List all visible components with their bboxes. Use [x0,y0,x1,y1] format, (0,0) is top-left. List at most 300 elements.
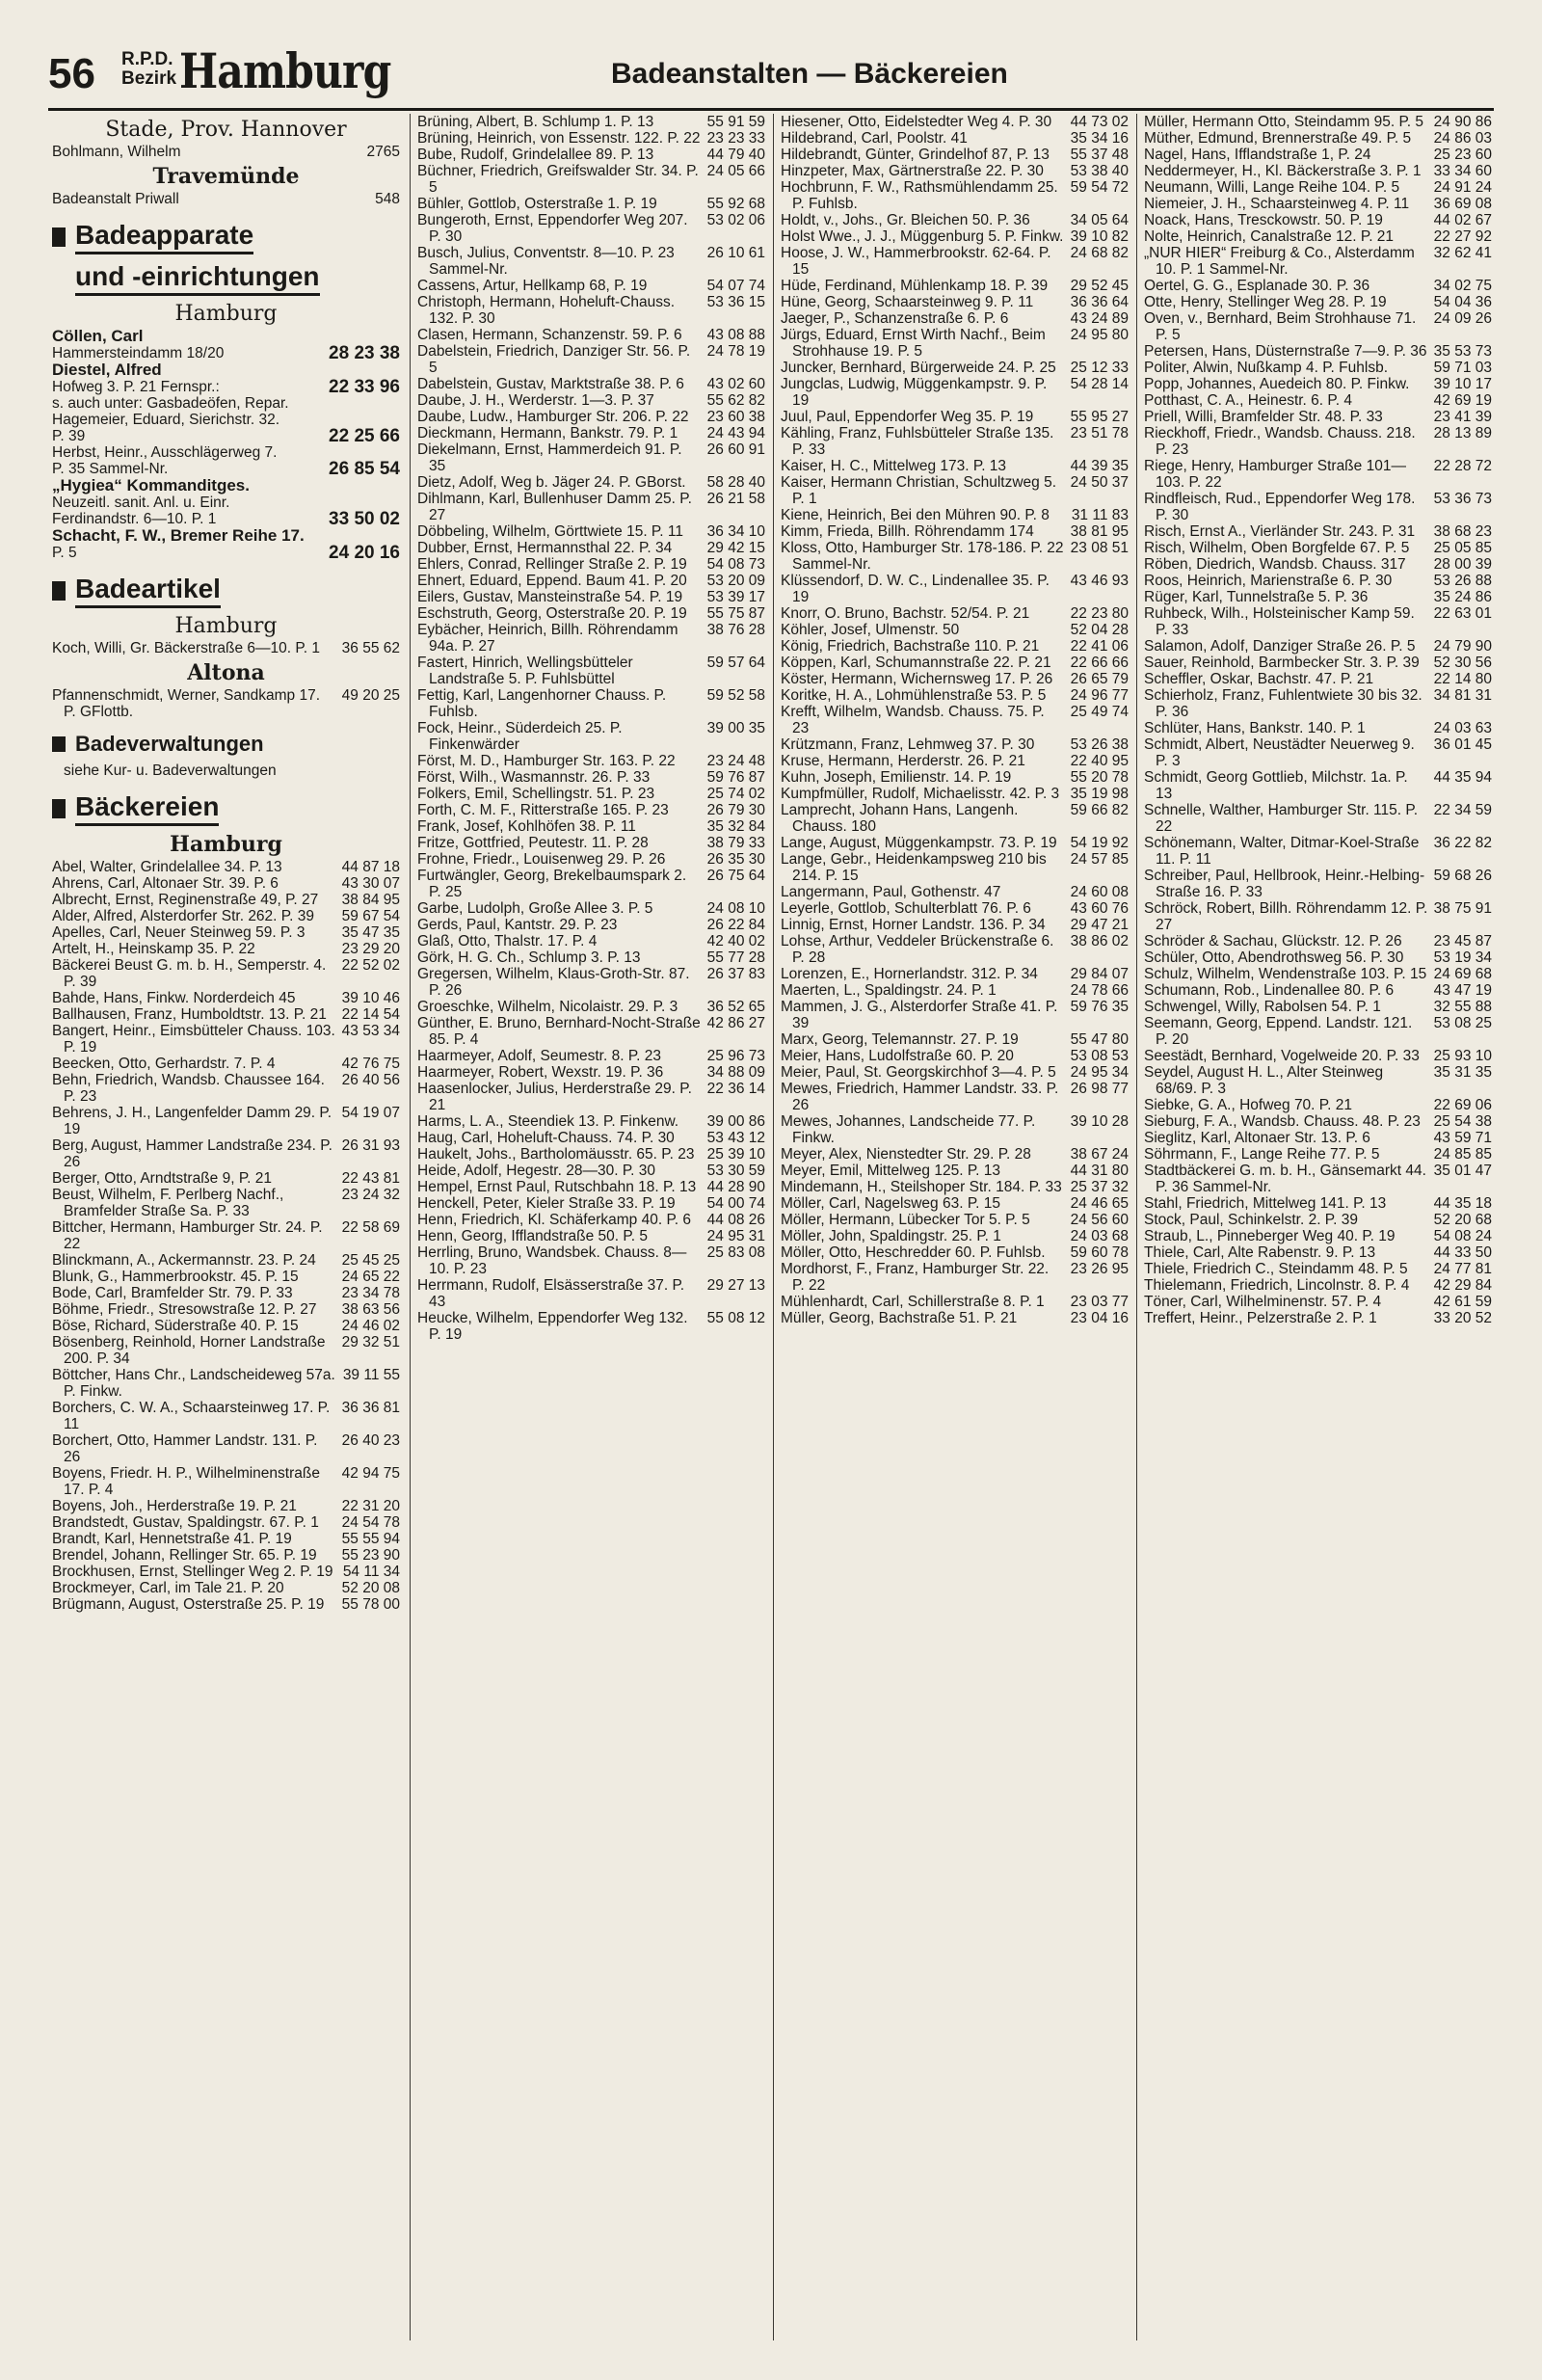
entry-phone: 33 34 60 [1433,163,1492,179]
entry-name: Treffert, Heinr., Pelzerstraße 2. P. 1 [1144,1310,1377,1326]
directory-entry [52,875,400,892]
directory-entry [781,1081,1129,1113]
entry-phone: 24 90 86 [1433,114,1492,130]
entry-name: Töner, Carl, Wilhelminenstr. 57. P. 4 [1144,1294,1382,1310]
entry-name: Krefft, Wilhelm, Wandsb. Chauss. 75. P. 23 [781,704,1045,736]
entry-name: Stahl, Friedrich, Mittelweg 141. P. 13 [1144,1195,1387,1212]
directory-entry [52,345,400,361]
entry-name: Dabelstein, Gustav, Marktstraße 38. P. 6 [417,376,684,392]
directory-entry [1144,147,1492,163]
subhead-hamburg: Hamburg [174,614,278,638]
entry-phone: 24 65 22 [341,1269,400,1285]
entry-phone: 26 98 77 [1070,1081,1129,1097]
subhead-travemuende: Travemünde [152,164,300,189]
directory-entry [1144,655,1492,671]
entry-name: P. 5 [52,545,77,561]
entry-phone: 34 81 31 [1433,687,1492,704]
entry-name: Stadtbäckerei G. m. b. H., Gänsemarkt 44. P. 36 Sammel-Nr. [1144,1163,1426,1195]
entry-phone: 24 46 02 [341,1318,400,1334]
entry-name: Henckell, Peter, Kieler Straße 33. P. 19 [417,1195,676,1212]
entry-name: Görk, H. G. Ch., Schlump 3. P. 13 [417,949,641,966]
entry-phone: 44 87 18 [341,859,400,875]
entry-phone: 29 42 15 [706,540,765,556]
entry-name: Brockhusen, Ernst, Stellinger Weg 2. P. 19 [52,1564,333,1580]
entry-name: Bühler, Gottlob, Osterstraße 1. P. 19 [417,196,657,212]
entry-name: Risch, Ernst A., Vierländer Str. 243. P. 31 [1144,523,1416,540]
directory-entry [781,1212,1129,1228]
directory-entry [1144,1130,1492,1146]
directory-entry [1144,949,1492,966]
directory-entry [52,461,400,477]
list-baeckereien-4 [1144,114,1492,1326]
entry-phone: 23 08 51 [1070,540,1129,556]
entry-phone: 54 08 73 [706,556,765,573]
entry-name: P. 39 [52,428,86,444]
entry-phone: 54 28 14 [1070,376,1129,392]
directory-entry [1144,294,1492,310]
entry-name: Rindfleisch, Rud., Eppendorfer Weg 178. P. 30 [1144,491,1416,523]
section-title: Badeverwaltungen [75,732,264,756]
entry-phone: 53 08 53 [1070,1048,1129,1064]
directory-entry [781,130,1129,147]
entry-phone: 25 54 38 [1433,1113,1492,1130]
entry-phone: 54 04 36 [1433,294,1492,310]
directory-entry [1144,589,1492,605]
entry-name: Diekelmann, Ernst, Hammerdeich 91. P. 35 [417,441,682,474]
entry-name: Heucke, Wilhelm, Eppendorfer Weg 132. P. 19 [417,1310,688,1343]
entry-phone: 24 46 65 [1070,1195,1129,1212]
entry-phone: 35 31 35 [1433,1064,1492,1081]
entry-phone: 44 28 90 [706,1179,765,1195]
directory-entry [781,671,1129,687]
entry-phone: 55 55 94 [341,1531,400,1547]
directory-entry [781,1163,1129,1179]
entry-name: Beust, Wilhelm, F. Perlberg Nachf., Bramfelder Straße Sa. P. 33 [52,1187,284,1219]
column-divider [410,114,411,2340]
entry-name: Günther, E. Bruno, Bernhard-Nocht-Straße 85. P. 4 [417,1015,701,1048]
directory-entry [417,605,765,622]
entry-name: Böttcher, Hans Chr., Landscheideweg 57a. P. Finkw. [52,1367,335,1400]
directory-entry [417,1228,765,1244]
entry-phone: 36 22 82 [1433,835,1492,851]
entry-phone: 44 79 40 [706,147,765,163]
entry-phone: 53 26 88 [1433,573,1492,589]
directory-entry [1144,228,1492,245]
entry-name: Mühlenhardt, Carl, Schillerstraße 8. P. 1 [781,1294,1045,1310]
entry-phone: 24 09 26 [1433,310,1492,327]
entry-name: Haarmeyer, Adolf, Seumestr. 8. P. 23 [417,1048,662,1064]
directory-entry [417,1277,765,1310]
directory-entry [1144,1113,1492,1130]
directory-entry [1144,1064,1492,1097]
entry-name: P. 35 Sammel-Nr. [52,461,169,477]
entry-phone: 55 23 90 [341,1547,400,1564]
entry-name: Hagemeier, Eduard, Sierichstr. 32. [52,412,280,428]
directory-entry [417,802,765,818]
entry-name: Artelt, H., Heinskamp 35. P. 22 [52,941,255,957]
entry-phone: 53 39 17 [706,589,765,605]
entry-phone: 54 19 92 [1070,835,1129,851]
directory-entry [1144,212,1492,228]
directory-entry [781,327,1129,360]
entry-phone: 29 47 21 [1070,917,1129,933]
directory-entry [417,720,765,753]
entry-name: Clasen, Hermann, Schanzenstr. 59. P. 6 [417,327,682,343]
entry-name: Fock, Heinr., Süderdeich 25. P. Finkenwärder [417,720,623,753]
directory-entry [417,917,765,933]
entry-phone: 43 53 34 [341,1023,400,1039]
entry-name: Hoose, J. W., Hammerbrookstr. 62-64. P. 15 [781,245,1051,278]
directory-entry [781,425,1129,458]
entry-phone: 36 69 08 [1433,196,1492,212]
entry-phone: 23 04 16 [1070,1310,1129,1326]
entry-name: Holst Wwe., J. J., Müggenburg 5. P. Finkw. [781,228,1064,245]
entry-name: Bäckerei Beust G. m. b. H., Semperstr. 4. P. 39 [52,957,327,990]
subhead-stade: Stade, Prov. Hannover [105,118,347,142]
entry-phone: 55 75 87 [706,605,765,622]
entry-name: Berger, Otto, Arndtstraße 9, P. 21 [52,1170,273,1187]
entry-name: Nagel, Hans, Ifflandstraße 1, P. 24 [1144,147,1371,163]
entry-phone: 22 27 92 [1433,228,1492,245]
entry-phone: 35 24 86 [1433,589,1492,605]
entry-phone: 58 28 40 [706,474,765,491]
directory-entry [52,1318,400,1334]
entry-name: Schröck, Robert, Billh. Röhrendamm 12. P. 27 [1144,900,1428,933]
entry-phone: 55 77 28 [706,949,765,966]
entry-phone: 26 37 83 [706,966,765,982]
entry-name: Frank, Josef, Kohlhöfen 38. P. 11 [417,818,636,835]
entry-phone: 43 24 89 [1070,310,1129,327]
directory-entry [52,545,400,561]
bullet-square-icon [52,799,66,818]
entry-phone: 22 52 02 [341,957,400,974]
bullet-square-icon [52,736,66,752]
directory-entry [1144,491,1492,523]
entry-name: Heide, Adolf, Hegestr. 28—30. P. 30 [417,1163,656,1179]
list-badeartikel-altona [52,687,400,720]
entry-name: Bode, Carl, Bramfelder Str. 79. P. 33 [52,1285,293,1301]
entry-name: Folkers, Emil, Schellingstr. 51. P. 23 [417,786,655,802]
entry-phone: 52 04 28 [1070,622,1129,638]
entry-phone: 24 20 16 [329,543,400,563]
entry-phone: 38 76 28 [706,622,765,638]
entry-phone: 42 29 84 [1433,1277,1492,1294]
entry-name: Kloss, Otto, Hamburger Str. 178-186. P. 22 Sammel-Nr. [781,540,1064,573]
directory-entry [1144,573,1492,589]
entry-phone: 59 54 72 [1070,179,1129,196]
entry-phone: 53 02 06 [706,212,765,228]
entry-phone: 26 31 93 [341,1137,400,1154]
entry-phone: 22 43 81 [341,1170,400,1187]
list-travemuende [52,191,400,207]
entry-name: Borchert, Otto, Hammer Landstr. 131. P. 26 [52,1432,318,1465]
entry-name: Hildebrand, Carl, Poolstr. 41 [781,130,968,147]
directory-entry [781,736,1129,753]
directory-entry [52,1432,400,1465]
entry-phone: 32 62 41 [1433,245,1492,261]
entry-name: Henn, Friedrich, Kl. Schäferkamp 40. P. 6 [417,1212,692,1228]
directory-entry [52,1187,400,1219]
directory-entry [781,147,1129,163]
entry-phone: 29 84 07 [1070,966,1129,982]
entry-name: Gregersen, Wilhelm, Klaus-Groth-Str. 87. P. 26 [417,966,690,999]
entry-name: Möller, John, Spaldingstr. 25. P. 1 [781,1228,1001,1244]
entry-name: Ehlers, Conrad, Rellinger Straße 2. P. 19 [417,556,687,573]
directory-columns [48,114,1494,2350]
entry-name: Dihlmann, Karl, Bullenhuser Damm 25. P. 27 [417,491,692,523]
entry-name: Rieckhoff, Friedr., Wandsb. Chauss. 218. P. 23 [1144,425,1416,458]
entry-name: Petersen, Hans, Düsternstraße 7—9. P. 36 [1144,343,1427,360]
entry-name: Haukelt, Johs., Bartholomäusstr. 65. P. 23 [417,1146,695,1163]
directory-entry [417,441,765,474]
entry-phone: 44 33 50 [1433,1244,1492,1261]
entry-phone: 24 54 78 [341,1514,400,1531]
directory-entry [781,1228,1129,1244]
directory-entry [1144,245,1492,278]
entry-phone: 43 46 93 [1070,573,1129,589]
directory-entry [781,114,1129,130]
directory-entry [1144,409,1492,425]
entry-phone: 38 68 23 [1433,523,1492,540]
entry-name: Schumann, Rob., Lindenallee 80. P. 6 [1144,982,1395,999]
entry-name: Risch, Wilhelm, Oben Borgfelde 67. P. 5 [1144,540,1410,556]
directory-entry [52,1400,400,1432]
entry-phone: 44 08 26 [706,1212,765,1228]
entry-phone: 29 27 13 [706,1277,765,1294]
entry-phone: 24 78 19 [706,343,765,360]
entry-phone: 24 68 82 [1070,245,1129,261]
entry-name: Mewes, Johannes, Landscheide 77. P. Finkw. [781,1113,1036,1146]
entry-name: Kaiser, Hermann Christian, Schultzweg 5. P. 1 [781,474,1057,507]
entry-phone: 38 86 02 [1070,933,1129,949]
directory-entry [417,376,765,392]
entry-name: Schröder & Sachau, Glückstr. 12. P. 26 [1144,933,1402,949]
directory-entry [781,999,1129,1031]
directory-entry [1144,163,1492,179]
section-title: Badeartikel [75,573,221,608]
entry-phone: 25 96 73 [706,1048,765,1064]
directory-entry [417,753,765,769]
directory-entry [781,278,1129,294]
entry-name: Boyens, Friedr. H. P., Wilhelminenstraße 17. P. 4 [52,1465,320,1498]
directory-entry [52,908,400,924]
entry-phone: 35 19 98 [1070,786,1129,802]
directory-entry [417,212,765,245]
subhead-hamburg: Hamburg [174,302,278,326]
directory-entry [781,884,1129,900]
entry-name: Hildebrandt, Günter, Grindelhof 87, P. 13 [781,147,1050,163]
entry-name: „Hygiea“ Kommanditges. [52,476,250,495]
directory-entry [1144,179,1492,196]
directory-entry [417,1081,765,1113]
section-badeverwaltungen [52,732,400,757]
directory-entry [781,1179,1129,1195]
entry-phone: 22 41 06 [1070,638,1129,655]
directory-entry [52,990,400,1006]
entry-name: Apelles, Carl, Neuer Steinweg 59. P. 3 [52,924,306,941]
directory-entry [52,1367,400,1400]
entry-phone: 59 71 03 [1433,360,1492,376]
entry-name: Meyer, Emil, Mittelweg 125. P. 13 [781,1163,1001,1179]
rpd-line2: Bezirk [121,68,177,89]
entry-name: Thiele, Carl, Alte Rabenstr. 9. P. 13 [1144,1244,1376,1261]
entry-phone: 22 40 95 [1070,753,1129,769]
directory-entry [52,1465,400,1498]
section-title: Bäckereien [75,790,219,826]
directory-entry [52,957,400,990]
entry-name: Scheffler, Oskar, Bachstr. 47. P. 21 [1144,671,1374,687]
directory-entry [52,1269,400,1285]
entry-phone: 24 86 03 [1433,130,1492,147]
directory-entry [781,917,1129,933]
entry-name: Döbbeling, Wilhelm, Görttwiete 15. P. 11 [417,523,683,540]
entry-phone: 59 68 26 [1433,868,1492,884]
entry-name: König, Friedrich, Bachstraße 110. P. 21 [781,638,1040,655]
page-header [48,42,1494,111]
directory-entry [1144,1097,1492,1113]
directory-entry [417,999,765,1015]
entry-phone: 43 08 88 [706,327,765,343]
directory-entry [781,802,1129,835]
entry-name: Hüde, Ferdinand, Mühlenkamp 18. P. 39 [781,278,1049,294]
directory-entry [417,851,765,868]
directory-entry [1144,278,1492,294]
entry-name: Furtwängler, Georg, Brekelbaumspark 2. P. 25 [417,868,687,900]
entry-phone: 35 47 35 [341,924,400,941]
directory-entry [1144,802,1492,835]
section-baeckereien [52,790,400,826]
list-baeckereien-3 [781,114,1129,1326]
directory-entry [781,573,1129,605]
entry-name: Eilers, Gustav, Mansteinstraße 54. P. 19 [417,589,683,605]
entry-phone: 24 95 31 [706,1228,765,1244]
entry-phone: 24 69 68 [1433,966,1492,982]
rpd-line1: R.P.D. [121,49,173,69]
directory-entry [417,294,765,327]
entry-name: Jungclas, Ludwig, Müggenkampstr. 9. P. 19 [781,376,1048,409]
entry-name: Badeanstalt Priwall [52,191,179,207]
entry-phone: 39 10 46 [341,990,400,1006]
entry-phone: 36 01 45 [1433,736,1492,753]
entry-name: Riege, Henry, Hamburger Straße 101—103. P. 22 [1144,458,1406,491]
entry-name: Seestädt, Bernhard, Vogelweide 20. P. 33 [1144,1048,1420,1064]
directory-entry [52,1301,400,1318]
entry-phone: 24 08 10 [706,900,765,917]
directory-entry [52,144,400,160]
directory-entry [417,900,765,917]
directory-entry [417,573,765,589]
page-number: 56 [48,50,95,97]
entry-phone: 25 12 33 [1070,360,1129,376]
directory-entry [781,376,1129,409]
entry-name: Behn, Friedrich, Wandsb. Chaussee 164. P. 23 [52,1072,325,1105]
entry-name: Lorenzen, E., Hornerlandstr. 312. P. 34 [781,966,1038,982]
entry-phone: 53 43 12 [706,1130,765,1146]
subhead-altona: Altona [187,660,265,685]
entry-name: Fritze, Gottfried, Peutestr. 11. P. 28 [417,835,649,851]
directory-entry [417,949,765,966]
entry-name: Lange, August, Müggenkampstr. 73. P. 19 [781,835,1057,851]
entry-phone: 22 28 72 [1433,458,1492,474]
entry-phone: 22 66 66 [1070,655,1129,671]
column-divider [773,114,774,2340]
entry-phone: 42 40 02 [706,933,765,949]
directory-entry [1144,1048,1492,1064]
entry-phone: 22 34 59 [1433,802,1492,818]
directory-entry [417,622,765,655]
directory-entry [781,1146,1129,1163]
entry-name: Schwengel, Willy, Rabolsen 54. P. 1 [1144,999,1381,1015]
entry-name: Bube, Rudolf, Grindelallee 89. P. 13 [417,147,654,163]
entry-name: Möller, Hermann, Lübecker Tor 5. P. 5 [781,1212,1030,1228]
entry-phone: 52 30 56 [1433,655,1492,671]
directory-entry [417,1244,765,1277]
entry-phone: 55 08 12 [706,1310,765,1326]
entry-phone: 22 33 96 [329,377,400,397]
entry-phone: 55 78 00 [341,1596,400,1613]
entry-name: Pfannenschmidt, Werner, Sandkamp 17. P. GFlottb. [52,687,321,720]
entry-phone: 59 67 54 [341,908,400,924]
entry-name: Kähling, Franz, Fuhlsbütteler Straße 135. P. 33 [781,425,1054,458]
directory-entry [417,786,765,802]
entry-phone: 54 08 24 [1433,1228,1492,1244]
directory-entry [1144,1310,1492,1326]
entry-phone: 2765 [366,144,400,160]
entry-name: Lange, Gebr., Heidenkampsweg 210 bis 214. P. 15 [781,851,1047,884]
entry-name: Haug, Carl, Hoheluft-Chauss. 74. P. 30 [417,1130,675,1146]
directory-entry [1144,933,1492,949]
directory-entry [1144,1163,1492,1195]
entry-phone: 22 31 20 [341,1498,400,1514]
directory-entry [1144,130,1492,147]
entry-phone: 39 10 82 [1070,228,1129,245]
directory-entry [52,1170,400,1187]
entry-name: Müller, Hermann Otto, Steindamm 95. P. 5 [1144,114,1424,130]
directory-entry [1144,392,1492,409]
column-2 [417,114,765,2350]
directory-entry [1144,900,1492,933]
entry-name: Schönemann, Walter, Ditmar-Koel-Straße 11. P. 11 [1144,835,1420,868]
entry-phone: 24 85 85 [1433,1146,1492,1163]
directory-entry [1144,540,1492,556]
directory-entry [1144,982,1492,999]
entry-phone: 29 52 45 [1070,278,1129,294]
directory-entry [781,835,1129,851]
directory-entry [417,687,765,720]
directory-entry [417,1015,765,1048]
directory-entry [781,982,1129,999]
section-badeartikel [52,573,400,608]
entry-name: Seydel, August H. L., Alter Steinweg 68/69. P. 3 [1144,1064,1384,1097]
entry-name: Hüne, Georg, Schaarsteinweg 9. P. 11 [781,294,1034,310]
entry-phone: 55 62 82 [706,392,765,409]
directory-entry [52,1219,400,1252]
entry-phone: 49 20 25 [341,687,400,704]
directory-entry [781,458,1129,474]
entry-phone: 44 39 35 [1070,458,1129,474]
entry-phone: 38 81 95 [1070,523,1129,540]
directory-entry [781,1048,1129,1064]
entry-phone: 24 03 68 [1070,1228,1129,1244]
entry-name: Thielemann, Friedrich, Lincolnstr. 8. P. 4 [1144,1277,1410,1294]
entry-name: Hiesener, Otto, Eidelstedter Weg 4. P. 30 [781,114,1052,130]
entry-phone: 42 94 75 [341,1465,400,1482]
directory-entry [781,474,1129,507]
directory-entry [781,310,1129,327]
entry-phone: 24 95 80 [1070,327,1129,343]
entry-phone: 28 23 38 [329,343,400,363]
entry-name: Mammen, J. G., Alsterdorfer Straße 41. P. 39 [781,999,1058,1031]
